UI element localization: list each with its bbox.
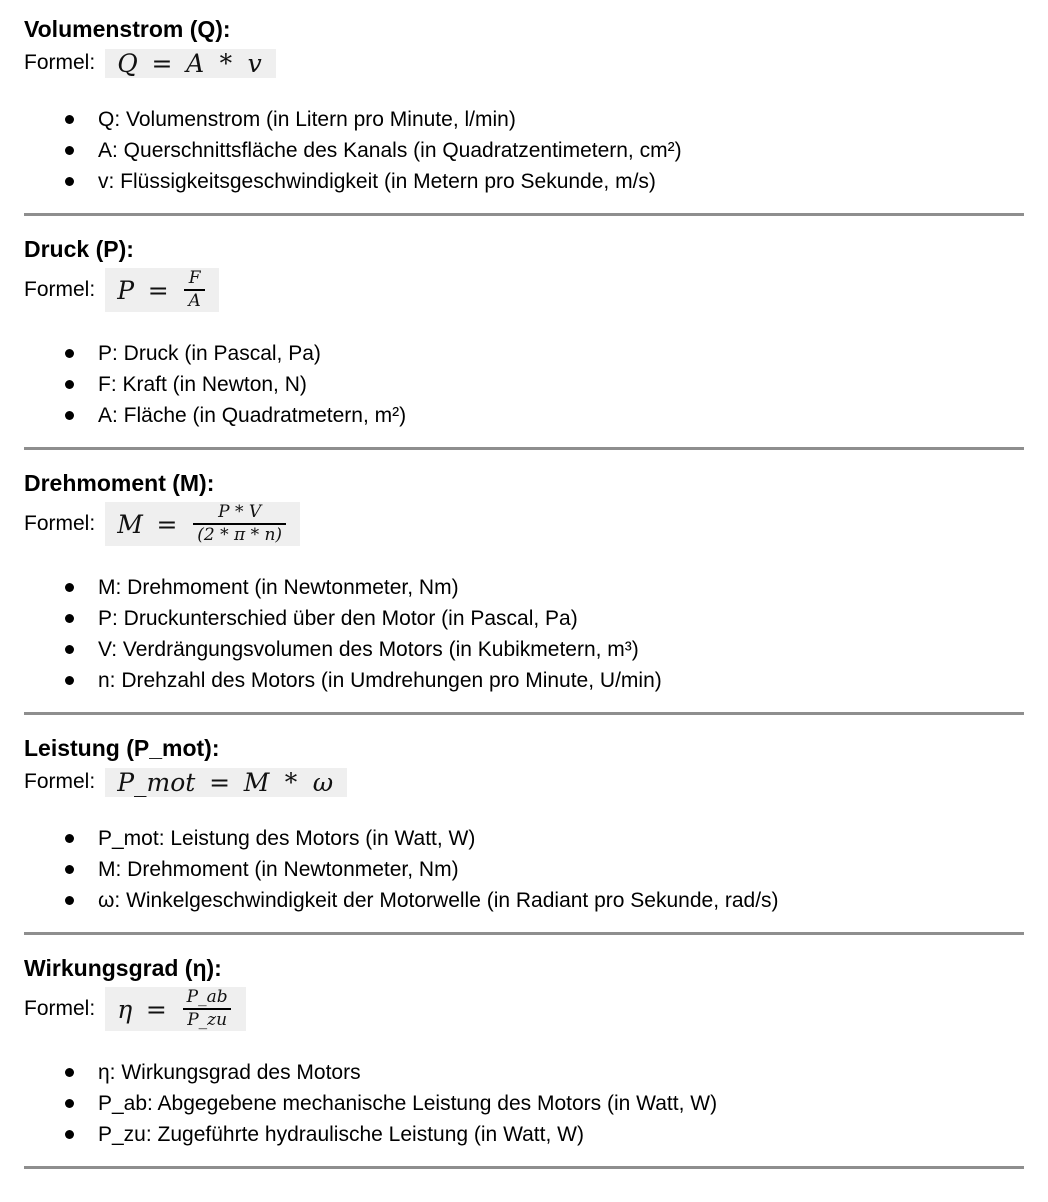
bullet-item: A: Fläche (in Quadratmetern, m²)	[98, 400, 1024, 431]
section-leistung	[24, 733, 1024, 935]
formula-lhs: P	[117, 275, 135, 305]
bullet-item: A: Querschnittsfläche des Kanals (in Quadratzentimetern, cm²)	[98, 135, 1024, 166]
bullet-list	[24, 104, 1024, 197]
formula-lhs: P_mot	[117, 767, 196, 797]
bullet-item: P: Druckunterschied über den Motor (in Pascal, Pa)	[98, 603, 1024, 634]
bullet-item: P_zu: Zugeführte hydraulische Leistung (in Watt, W)	[98, 1119, 1024, 1150]
bullet-item: F: Kraft (in Newton, N)	[98, 369, 1024, 400]
section-divider	[24, 1166, 1024, 1169]
section-divider	[24, 932, 1024, 935]
bullet-list	[24, 823, 1024, 916]
bullet-item: Q: Volumenstrom (in Litern pro Minute, l/min)	[98, 104, 1024, 135]
formula-equals: =	[147, 275, 169, 305]
bullet-item: ω: Winkelgeschwindigkeit der Motorwelle (in Radiant pro Sekunde, rad/s)	[98, 885, 1024, 916]
bullet-item: n: Drehzahl des Motors (in Umdrehungen pro Minute, U/min)	[98, 665, 1024, 696]
formula-label: Formel:	[24, 997, 96, 1020]
formula-row	[24, 987, 1024, 1031]
formula-rhs: M * ω	[243, 767, 334, 797]
section-druck	[24, 234, 1024, 450]
formula-lhs: Q	[117, 48, 138, 78]
formula-label: Formel:	[24, 512, 96, 535]
formula-row	[24, 268, 1024, 312]
bullet-item: P_ab: Abgegebene mechanische Leistung des Motors (in Watt, W)	[98, 1088, 1024, 1119]
section-divider	[24, 447, 1024, 450]
formula-equals: =	[156, 509, 178, 539]
formula-lhs: M	[117, 509, 143, 539]
bullet-item: V: Verdrängungsvolumen des Motors (in Kubikmetern, m³)	[98, 634, 1024, 665]
section-heading: Druck (P):	[24, 236, 134, 262]
section-heading: Drehmoment (M):	[24, 470, 215, 496]
formula-fraction	[184, 269, 204, 311]
section-wirkungsgrad	[24, 953, 1024, 1169]
formula-highlight	[105, 987, 245, 1031]
section-heading: Volumenstrom (Q):	[24, 16, 231, 42]
bullet-item: P: Druck (in Pascal, Pa)	[98, 338, 1024, 369]
formula-equals: =	[151, 48, 173, 78]
bullet-item: M: Drehmoment (in Newtonmeter, Nm)	[98, 572, 1024, 603]
bullet-item: η: Wirkungsgrad des Motors	[98, 1057, 1024, 1088]
formula-row	[24, 767, 1024, 797]
formula-row	[24, 502, 1024, 546]
formula-highlight	[105, 768, 347, 797]
bullet-item: P_mot: Leistung des Motors (in Watt, W)	[98, 823, 1024, 854]
section-drehmoment	[24, 468, 1024, 715]
bullet-item: M: Drehmoment (in Newtonmeter, Nm)	[98, 854, 1024, 885]
formula-fraction	[193, 503, 286, 545]
formula-label: Formel:	[24, 770, 96, 793]
bullet-list	[24, 338, 1024, 431]
fraction-numerator: F	[188, 268, 201, 288]
formula-highlight	[105, 268, 219, 312]
formula-label: Formel:	[24, 51, 96, 74]
formula-equals: =	[145, 994, 167, 1024]
fraction-denominator: (2 * π * n)	[193, 523, 286, 545]
formula-highlight	[105, 49, 276, 78]
formula-label: Formel:	[24, 278, 96, 301]
fraction-numerator: P * V	[218, 502, 262, 522]
section-divider	[24, 712, 1024, 715]
section-divider	[24, 213, 1024, 216]
section-heading: Wirkungsgrad (η):	[24, 955, 222, 981]
fraction-denominator: A	[184, 289, 204, 311]
formula-row	[24, 48, 1024, 78]
fraction-denominator: P_zu	[183, 1008, 231, 1030]
formula-highlight	[105, 502, 300, 546]
formula-fraction	[183, 988, 232, 1030]
formula-equals: =	[209, 767, 231, 797]
bullet-list	[24, 1057, 1024, 1150]
bullet-list	[24, 572, 1024, 696]
section-volumenstrom	[24, 14, 1024, 216]
formula-rhs: A * v	[186, 48, 262, 78]
bullet-item: v: Flüssigkeitsgeschwindigkeit (in Metern pro Sekunde, m/s)	[98, 166, 1024, 197]
fraction-numerator: P_ab	[186, 987, 228, 1007]
formula-lhs: η	[117, 994, 133, 1024]
section-heading: Leistung (P_mot):	[24, 735, 220, 761]
